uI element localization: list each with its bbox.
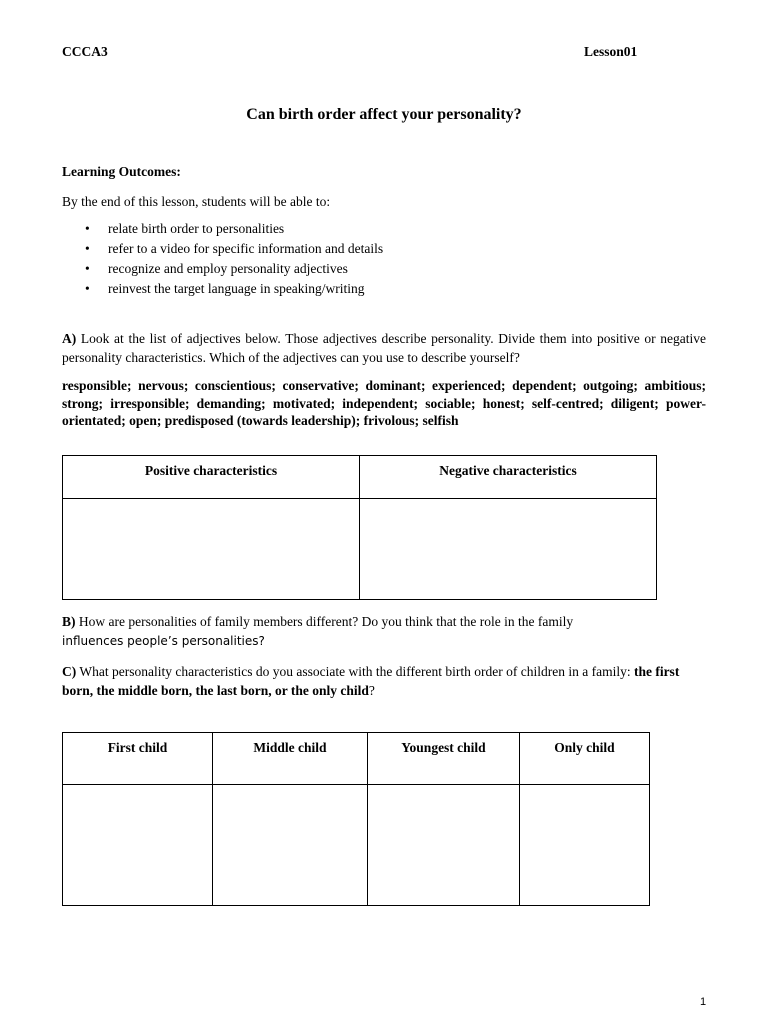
list-item-text: relate birth order to personalities	[108, 221, 285, 236]
section-c-bold-text: the first born, the middle born, the last born, or the only child	[62, 664, 680, 698]
list-item	[62, 281, 702, 301]
negative-characteristics-header: Negative characteristics	[360, 456, 657, 499]
middle-child-header: Middle child	[213, 733, 368, 785]
learning-outcomes-intro: By the end of this lesson, students will be able to:	[62, 194, 331, 209]
section-b-question	[62, 612, 706, 651]
list-item-text: reinvest the target language in speaking/writing	[108, 281, 365, 296]
list-item	[62, 241, 702, 261]
positive-characteristics-header: Positive characteristics	[63, 456, 360, 499]
section-a-label: A)	[62, 331, 77, 346]
positive-characteristics-cell[interactable]	[63, 499, 360, 600]
only-child-cell[interactable]	[520, 785, 650, 906]
bullet-icon: •	[85, 261, 90, 276]
section-c-question	[62, 662, 706, 700]
section-b-text: How are personalities of family members different? Do you think that the role in the family	[75, 614, 574, 629]
adjective-list: responsible; nervous; conscientious; conservative; dominant; experienced; dependent; outgoing; ambitious; strong; irresponsible; demanding; motivated; independent; sociable; honest; self-centred; diligent; power-orientated; open; predisposed (towards leadership); frivolous; selfish	[62, 378, 706, 428]
bullet-icon: •	[85, 221, 90, 236]
learning-outcomes-list	[62, 221, 702, 301]
list-item-text: refer to a video for specific information and details	[108, 241, 384, 256]
characteristics-table	[62, 455, 657, 600]
bullet-icon: •	[85, 281, 90, 296]
lesson-number: Lesson01	[584, 44, 638, 59]
section-b-label: B)	[62, 614, 76, 629]
youngest-child-header: Youngest child	[368, 733, 520, 785]
page-title: Can birth order affect your personality?	[246, 106, 522, 123]
first-child-cell[interactable]	[63, 785, 213, 906]
section-a-text: Look at the list of adjectives below. Those adjectives describe personality. Divide them into positive or negative personality characteristics. Which of the adjectives can you use to describe yourself?	[62, 331, 706, 365]
learning-outcomes-heading: Learning Outcomes:	[62, 164, 181, 179]
section-b-text-continued: influences people’s personalities?	[62, 634, 265, 648]
list-item	[62, 221, 702, 241]
section-c-end: ?	[368, 683, 375, 698]
youngest-child-cell[interactable]	[368, 785, 520, 906]
birth-order-table	[62, 732, 650, 906]
section-a-instructions	[62, 329, 706, 367]
middle-child-cell[interactable]	[213, 785, 368, 906]
course-code: CCCA3	[62, 44, 108, 59]
negative-characteristics-cell[interactable]	[360, 499, 657, 600]
section-c-text: What personality characteristics do you associate with the different birth order of children in a family:	[76, 664, 634, 679]
list-item	[62, 261, 702, 281]
section-c-label: C)	[62, 664, 77, 679]
list-item-text: recognize and employ personality adjectives	[108, 261, 348, 276]
first-child-header: First child	[63, 733, 213, 785]
bullet-icon: •	[85, 241, 90, 256]
page-number: 1	[700, 996, 707, 1008]
only-child-header: Only child	[520, 733, 650, 785]
